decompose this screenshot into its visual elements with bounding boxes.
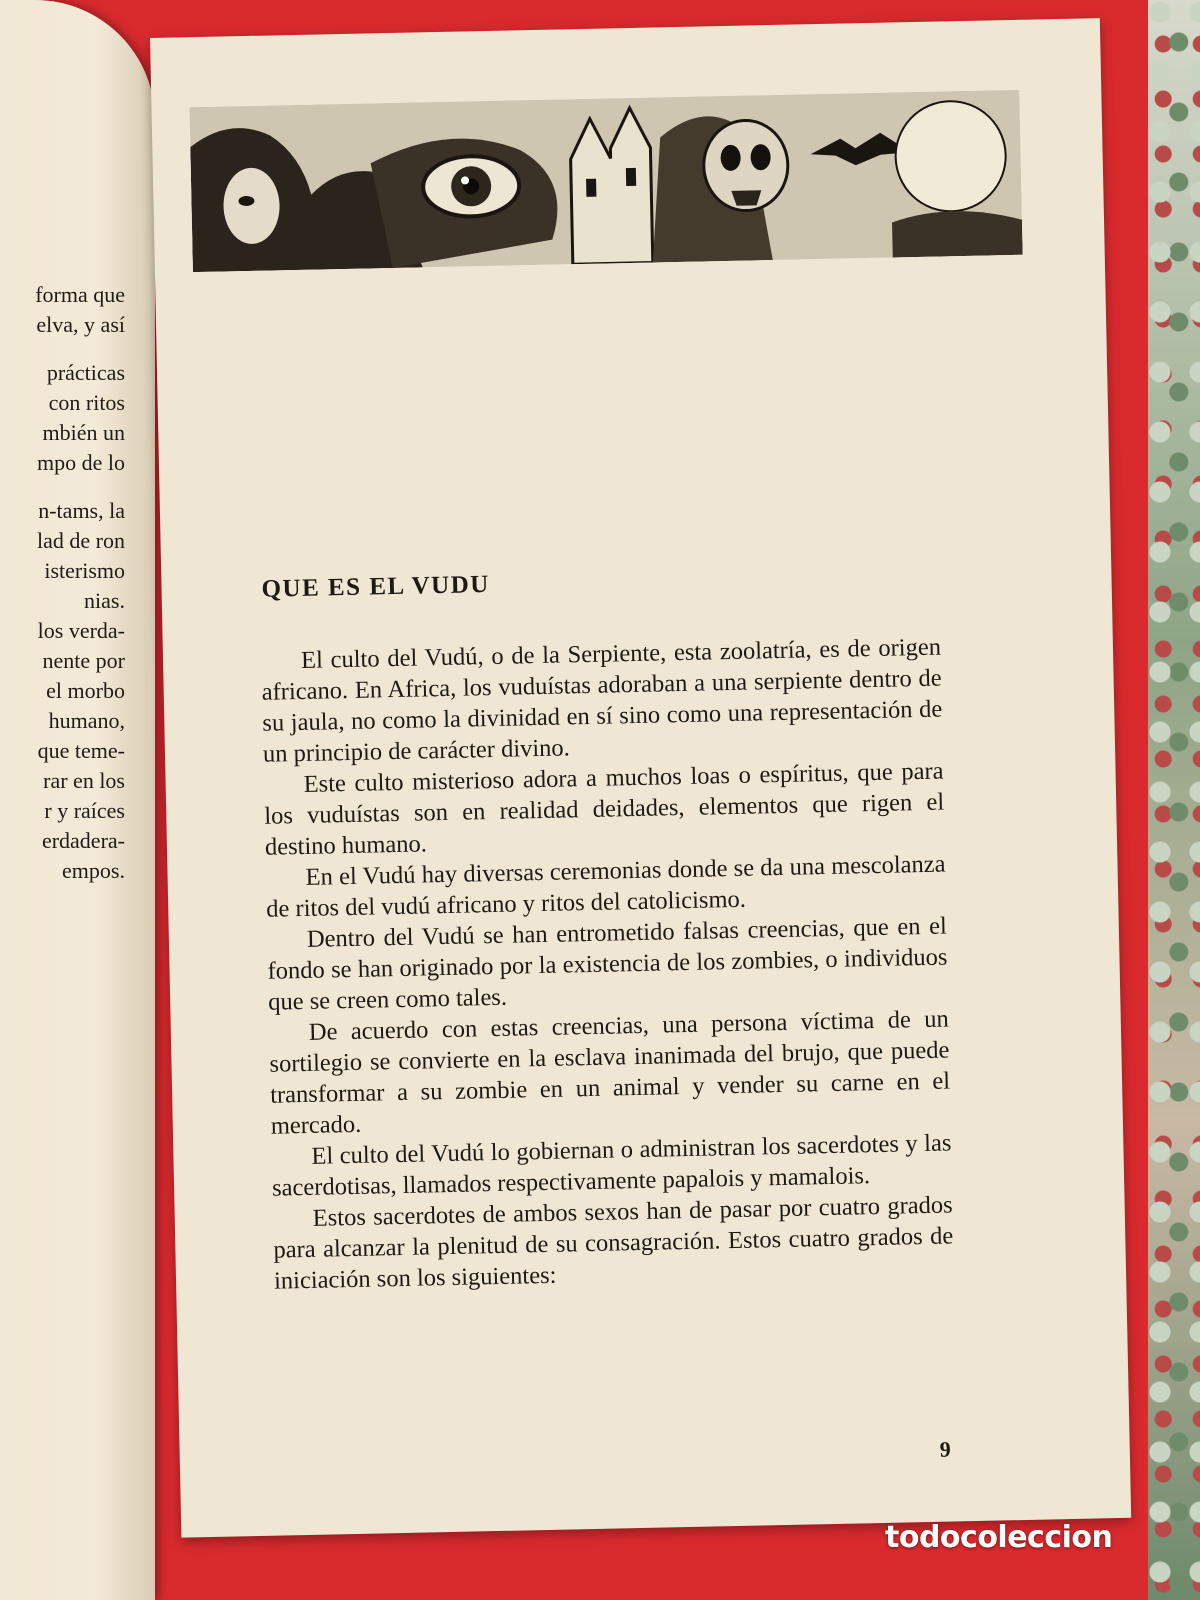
illustration-svg [189,90,1022,272]
left-line: r y raíces [44,798,125,823]
chapter-body [261,632,954,1297]
left-line: isterismo [44,558,125,583]
page-number: 9 [939,1436,951,1462]
left-line-gap [35,340,125,358]
paragraph: Estos sacerdotes de ambos sexos han de pasar por cuatro grados para alcanzar la plenitud de su consagración. Estos cuatro grados de iniciación son los siguientes: [273,1191,954,1295]
paragraph: De acuerdo con estas creencias, una persona víctima de un sortilegio se convierte en la esclava inanimada del brujo, que puede transformar a su zombie en un animal y vender su carne en el mercado. [269,1005,951,1140]
left-line: empos. [62,858,125,883]
right-page [150,18,1131,1538]
left-line: n-tams, la [38,498,125,523]
left-line-gap [35,478,125,496]
left-line: prácticas [46,360,125,385]
chapter-title: QUE ES EL VUDU [261,571,491,603]
left-line: nias. [84,588,125,613]
left-line: nente por [42,648,125,673]
left-line: que teme- [37,738,125,763]
left-line: elva, y así [36,312,125,337]
floral-background [1148,0,1200,1600]
left-line: forma que [35,282,125,307]
paragraph: En el Vudú hay diversas ceremonias donde se da una mescolanza de ritos del vudú africano y ritos del catolicismo. [265,850,946,923]
paragraph: Este culto misterioso adora a muchos loas o espíritus, que para los vuduístas son en realidad deidades, elementos que rigen el destino humano. [264,757,945,861]
paragraph: El culto del Vudú lo gobiernan o administran los sacerdotes y las sacerdotisas, llamados respectivamente papalois y mamalois. [271,1129,952,1202]
left-line: erdadera- [41,828,125,853]
left-line: mbién un [42,420,125,445]
watermark: todocoleccion [885,1520,1113,1555]
paragraph: El culto del Vudú, o de la Serpiente, esta zoolatría, es de origen africano. En Africa, los vuduístas adoraban a una serpiente dentro de su jaula, no como la divinidad en sí sino como una representación de un principio de carácter divino. [261,633,943,768]
left-page [0,0,155,1600]
left-line: humano, [48,708,125,733]
left-line: con ritos [48,390,125,415]
left-page-text [35,280,125,886]
paragraph: Dentro del Vudú se han entrometido falsas creencias, que en el fondo se han originado por la existencia de los zombies, o individuos que se creen como tales. [267,912,948,1016]
left-line: rar en los [43,768,125,793]
left-line: los verda- [37,618,125,643]
horror-illustration [189,90,1022,272]
left-line: lad de ron [37,528,125,553]
left-line: el morbo [46,678,125,703]
left-line: mpo de lo [37,450,125,475]
